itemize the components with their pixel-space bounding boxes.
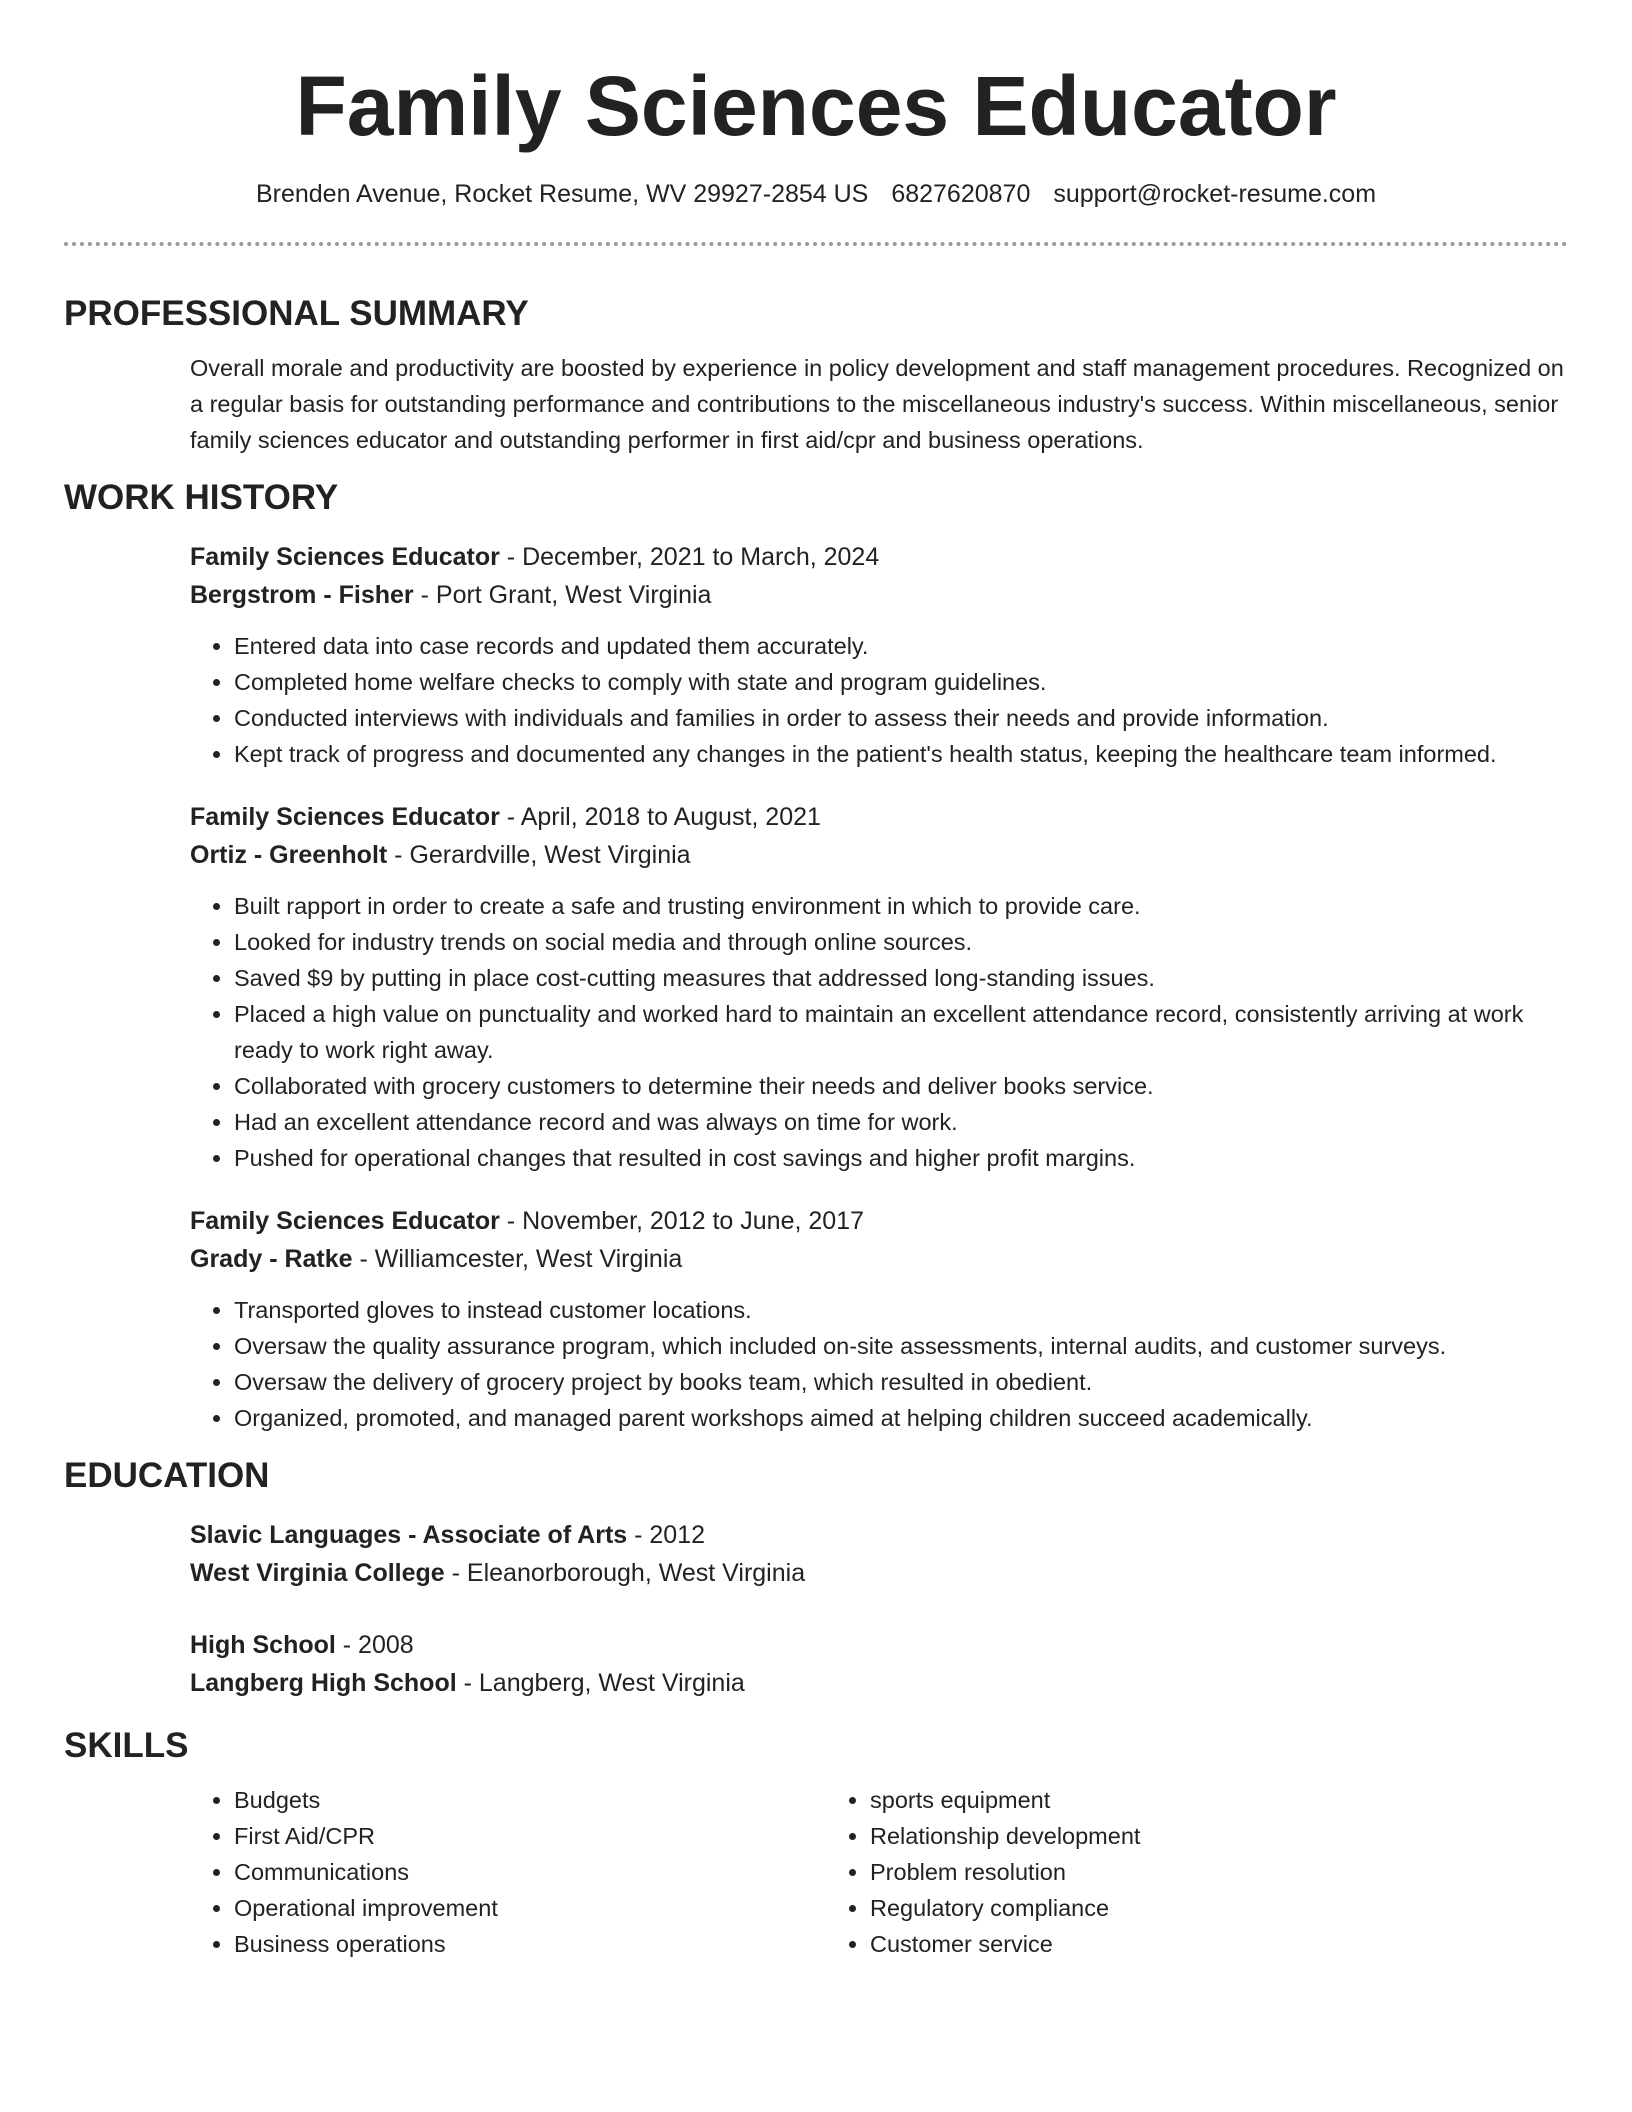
job-company: Bergstrom - Fisher [190,581,414,609]
school-line [190,1554,1568,1592]
education-heading: EDUCATION [64,1456,270,1495]
job-company: Grady - Ratke [190,1245,353,1273]
header-divider [64,242,1568,246]
school-location: - Langberg, West Virginia [456,1669,745,1697]
job-bullets [190,888,1568,1176]
degree-year: - 2012 [627,1521,706,1549]
list-item: • Entered data into case records and updated them accurately. [234,628,1568,664]
degree: Slavic Languages - Associate of Arts [190,1521,628,1549]
list-item: • First Aid/CPR [234,1818,826,1854]
list-item: • Saved $9 by putting in place cost-cutting measures that addressed long-standing issues. [234,960,1568,996]
school-location: - Eleanorborough, West Virginia [444,1559,806,1587]
contact-phone: 6827620870 [891,180,1031,208]
list-item: • Had an excellent attendance record and was always on time for work. [234,1104,1568,1140]
contact-address: Brenden Avenue, Rocket Resume, WV 29927-2854 US [255,180,869,208]
job-title: Family Sciences Educator [190,1207,500,1235]
list-item: • Oversaw the quality assurance program, which included on-site assessments, internal audits, and customer surveys. [234,1328,1568,1364]
job-company-line [190,576,1568,614]
skills-list [190,1782,1568,1962]
education-entry [190,1516,1568,1592]
contact-email: support@rocket-resume.com [1053,180,1377,208]
job-entry [190,1202,1568,1436]
job-location: - Gerardville, West Virginia [387,841,691,869]
job-bullets [190,1292,1568,1436]
school: West Virginia College [190,1559,445,1587]
list-item: • Communications [234,1854,826,1890]
job-dates: - April, 2018 to August, 2021 [499,803,821,831]
job-title-line [190,538,1568,576]
job-title-line [190,1202,1568,1240]
job-title-line [190,798,1568,836]
job-entry [190,538,1568,772]
page-title: Family Sciences Educator [295,59,1337,153]
list-item: • Conducted interviews with individuals and families in order to assess their needs and provide information. [234,700,1568,736]
degree-year: - 2008 [335,1631,414,1659]
skills-column-right [826,1782,1462,1962]
summary-heading: PROFESSIONAL SUMMARY [64,294,529,333]
job-location: - Williamcester, West Virginia [352,1245,683,1273]
summary-text: Overall morale and productivity are boosted by experience in policy development and staff management procedures. Recognized on a regular basis for outstanding performance and contributions to the miscellaneous industry's success. Within miscellaneous, senior family sciences educator and outstanding performer in first aid/cpr and business operations. [190,355,1564,453]
degree: High School [190,1631,336,1659]
list-item: • Operational improvement [234,1890,826,1926]
list-item: • Pushed for operational changes that resulted in cost savings and higher profit margins. [234,1140,1568,1176]
list-item: • Problem resolution [870,1854,1462,1890]
list-item: • Business operations [234,1926,826,1962]
list-item: • sports equipment [870,1782,1462,1818]
list-item: • Budgets [234,1782,826,1818]
job-location: - Port Grant, West Virginia [413,581,712,609]
list-item: • Regulatory compliance [870,1890,1462,1926]
job-dates: - December, 2021 to March, 2024 [499,543,880,571]
list-item: • Built rapport in order to create a safe and trusting environment in which to provide care. [234,888,1568,924]
job-title: Family Sciences Educator [190,543,500,571]
degree-line [190,1626,1568,1664]
work-history-heading: WORK HISTORY [64,478,339,517]
job-dates: - November, 2012 to June, 2017 [499,1207,864,1235]
degree-line [190,1516,1568,1554]
list-item: • Transported gloves to instead customer locations. [234,1292,1568,1328]
job-company-line [190,1240,1568,1278]
job-entry [190,798,1568,1176]
list-item: • Customer service [870,1926,1462,1962]
job-title: Family Sciences Educator [190,803,500,831]
skills-column-left [190,1782,826,1962]
list-item: • Organized, promoted, and managed parent workshops aimed at helping children succeed academically. [234,1400,1568,1436]
list-item: • Completed home welfare checks to comply with state and program guidelines. [234,664,1568,700]
school-line [190,1664,1568,1702]
contact-line [64,178,1568,210]
list-item: • Placed a high value on punctuality and worked hard to maintain an excellent attendance record, consistently arriving at work ready to work right away. [234,996,1568,1068]
list-item: • Kept track of progress and documented any changes in the patient's health status, keeping the healthcare team informed. [234,736,1568,772]
job-company-line [190,836,1568,874]
job-company: Ortiz - Greenholt [190,841,388,869]
list-item: • Oversaw the delivery of grocery project by books team, which resulted in obedient. [234,1364,1568,1400]
list-item: • Collaborated with grocery customers to determine their needs and deliver books service. [234,1068,1568,1104]
education-entry [190,1626,1568,1702]
list-item: • Looked for industry trends on social media and through online sources. [234,924,1568,960]
skills-heading: SKILLS [64,1726,189,1765]
list-item: • Relationship development [870,1818,1462,1854]
job-bullets [190,628,1568,772]
school: Langberg High School [190,1669,457,1697]
